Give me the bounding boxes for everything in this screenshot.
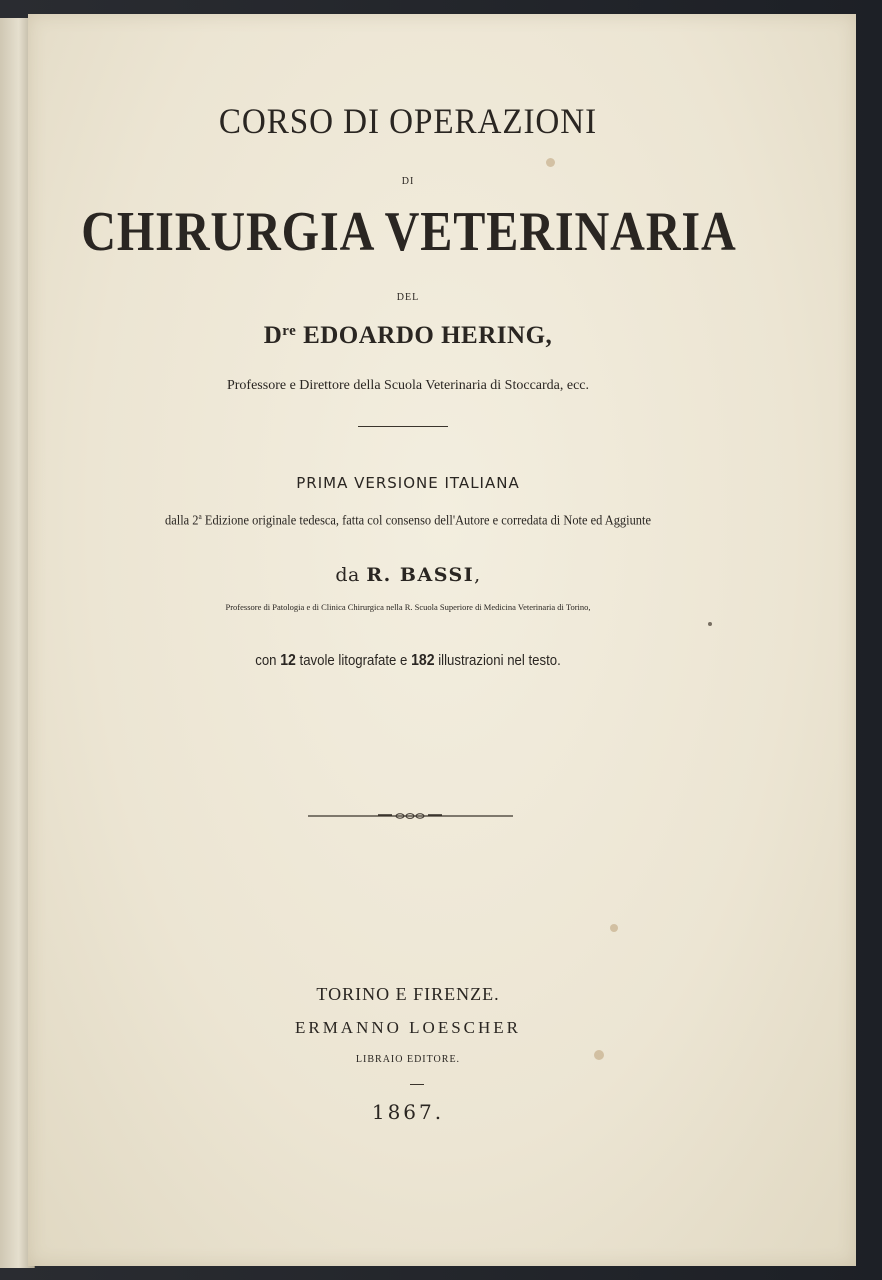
translator-da: da — [335, 564, 360, 586]
imprint-city: TORINO E FIRENZE. — [316, 984, 500, 1004]
illustrations-text: illustrazioni nel testo. — [438, 652, 561, 669]
imprint-year: 1867. — [371, 1100, 445, 1124]
title-di: DI — [401, 176, 415, 187]
translator-line — [28, 564, 788, 586]
plates-mid: tavole litografate e — [299, 652, 408, 669]
edition-sup: a — [198, 512, 202, 521]
author-name: EDOARDO HERING, — [303, 322, 553, 349]
plates-number: 12 — [280, 652, 296, 669]
illustrations-number: 182 — [411, 652, 435, 669]
title-page — [28, 14, 856, 1266]
imprint-publisher-role: LIBRAIO EDITORE. — [355, 1054, 461, 1065]
plates-line — [74, 652, 743, 670]
translator-name: R. BASSI — [366, 564, 475, 586]
version-line: PRIMA VERSIONE ITALIANA — [296, 474, 520, 492]
edition-pre: dalla 2 — [165, 512, 199, 528]
translator-role: Professore di Patologia e di Clinica Chirurgica nella R. Scuola Superiore di Medicina Veterinaria di Torino, — [225, 602, 591, 612]
foxing-spot — [610, 924, 618, 932]
foxing-spot — [546, 158, 555, 167]
edition-line — [58, 512, 757, 529]
title-subject: CHIRURGIA VETERINARIA — [81, 201, 737, 263]
author-role: Professore e Direttore della Scuola Veterinaria di Stoccarda, ecc. — [226, 378, 590, 393]
title-course: CORSO DI OPERAZIONI — [218, 101, 598, 141]
divider-rule — [358, 426, 448, 427]
title-del: DEL — [396, 292, 420, 303]
author-line — [28, 322, 788, 350]
translator-comma: , — [474, 564, 481, 586]
edition-post: Edizione originale tedesca, fatta col consenso dell'Autore e corredata di Note ed Aggiunte — [201, 512, 651, 528]
foxing-spot — [708, 622, 712, 626]
short-rule — [410, 1084, 424, 1085]
author-prefix: D — [263, 322, 283, 349]
author-prefix-sup: re — [282, 323, 297, 339]
imprint-publisher: ERMANNO LOESCHER — [294, 1018, 522, 1037]
ornament-rule — [308, 812, 513, 820]
plates-con: con — [255, 652, 277, 669]
